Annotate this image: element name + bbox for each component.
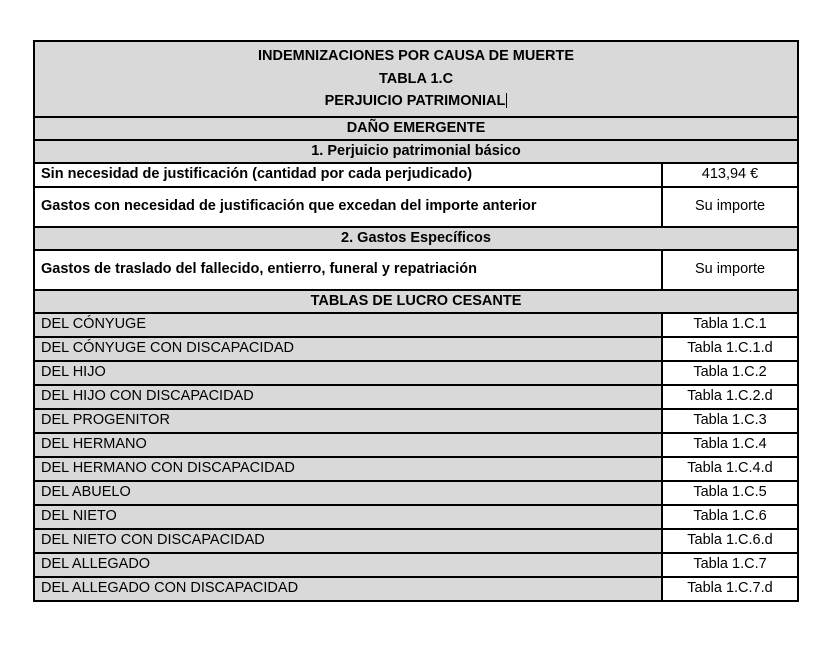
row-label: DEL HERMANO (34, 433, 662, 457)
table-row (34, 481, 798, 505)
row-value: Tabla 1.C.3 (662, 409, 798, 433)
title-line-1: INDEMNIZACIONES POR CAUSA DE MUERTE (257, 47, 575, 64)
table-row (34, 163, 798, 187)
row-value: Tabla 1.C.2.d (662, 385, 798, 409)
row-value: Su importe (662, 250, 798, 290)
table-row (34, 385, 798, 409)
row-label: Gastos de traslado del fallecido, entierro, funeral y repatriación (34, 250, 662, 290)
dano-emergente-heading: DAÑO EMERGENTE (34, 117, 798, 140)
subsection-2-heading: 2. Gastos Específicos (34, 227, 798, 250)
row-label: Sin necesidad de justificación (cantidad por cada perjudicado) (34, 163, 662, 187)
row-label: DEL NIETO (34, 505, 662, 529)
row-value: Tabla 1.C.1 (662, 313, 798, 337)
text-caret (506, 93, 507, 108)
lucro-cesante-heading: TABLAS DE LUCRO CESANTE (34, 290, 798, 313)
row-value: Tabla 1.C.1.d (662, 337, 798, 361)
table-row (34, 361, 798, 385)
row-value: Tabla 1.C.4 (662, 433, 798, 457)
table-row (34, 337, 798, 361)
row-label: DEL ABUELO (34, 481, 662, 505)
subsection-1-heading-row (34, 140, 798, 163)
row-label: DEL ALLEGADO (34, 553, 662, 577)
row-value: Tabla 1.C.6 (662, 505, 798, 529)
row-value: 413,94 € (662, 163, 798, 187)
table-row (34, 187, 798, 227)
table-row (34, 553, 798, 577)
compensation-table (33, 40, 799, 602)
title-line-2: TABLA 1.C (378, 70, 454, 87)
subsection-2-heading-row (34, 227, 798, 250)
compensation-table-container (33, 40, 797, 602)
row-value: Tabla 1.C.5 (662, 481, 798, 505)
title-line-3-text: PERJUICIO PATRIMONIAL (324, 93, 506, 110)
table-title-cell (34, 41, 798, 117)
row-label: DEL CÓNYUGE (34, 313, 662, 337)
row-label: DEL HERMANO CON DISCAPACIDAD (34, 457, 662, 481)
table-row (34, 505, 798, 529)
row-label: DEL CÓNYUGE CON DISCAPACIDAD (34, 337, 662, 361)
lucro-cesante-heading-row (34, 290, 798, 313)
dano-emergente-heading-row (34, 117, 798, 140)
table-row (34, 313, 798, 337)
table-row (34, 529, 798, 553)
row-label: DEL NIETO CON DISCAPACIDAD (34, 529, 662, 553)
row-value: Tabla 1.C.7.d (662, 577, 798, 601)
row-label: DEL ALLEGADO CON DISCAPACIDAD (34, 577, 662, 601)
table-row (34, 409, 798, 433)
row-value: Tabla 1.C.6.d (662, 529, 798, 553)
table-row (34, 457, 798, 481)
row-label: Gastos con necesidad de justificación que excedan del importe anterior (34, 187, 662, 227)
title-line-3 (41, 90, 791, 113)
row-label: DEL PROGENITOR (34, 409, 662, 433)
table-title-row (34, 41, 798, 117)
row-value: Tabla 1.C.2 (662, 361, 798, 385)
row-value: Tabla 1.C.4.d (662, 457, 798, 481)
row-value: Tabla 1.C.7 (662, 553, 798, 577)
table-row (34, 250, 798, 290)
table-row (34, 433, 798, 457)
row-value: Su importe (662, 187, 798, 227)
table-row (34, 577, 798, 601)
row-label: DEL HIJO CON DISCAPACIDAD (34, 385, 662, 409)
subsection-1-heading: 1. Perjuicio patrimonial básico (34, 140, 798, 163)
row-label: DEL HIJO (34, 361, 662, 385)
